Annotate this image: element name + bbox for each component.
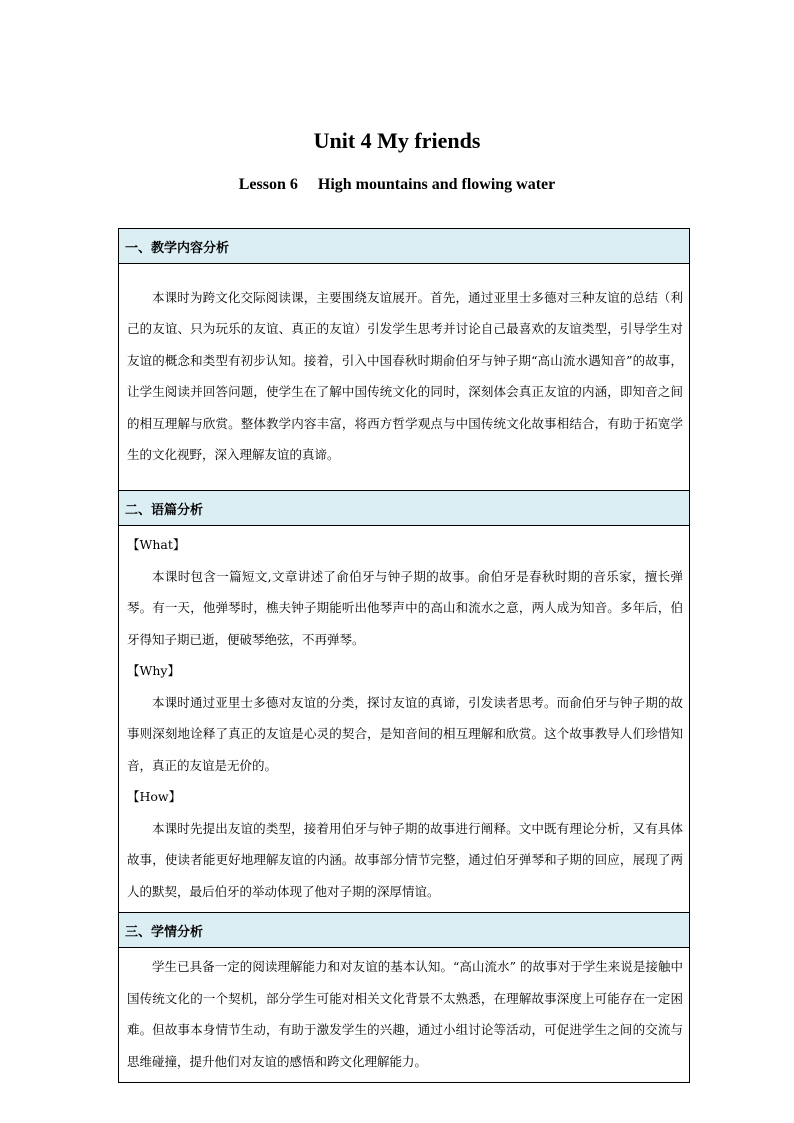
why-paragraph: 本课时通过亚里士多德对友谊的分类，探讨友谊的真谛，引发读者思考。而俞伯牙与钟子期的故事则深刻地诠释了真正的友谊是心灵的契合，是知音间的相互理解和欣赏。这个故事教导人们珍惜知音，真正的友谊是无价的。 — [127, 694, 683, 773]
content-analysis-paragraph: 本课时为跨文化交际阅读课，主要围绕友谊展开。首先，通过亚里士多德对三种友谊的总结（利己的友谊、只为玩乐的友谊、真正的友谊）引发学生思考并讨论自己最喜欢的友谊类型，引导学生对友谊的概念和类型有初步认知。接着，引入中国春秋时期俞伯牙与钟子期“高山流水遇知音”的故事，让学生阅读并回答问题，使学生在了解中国传统文化的同时，深刻体会真正友谊的内涵，即知音之间的相互理解与欣赏。整体教学内容丰富，将西方哲学观点与中国传统文化故事相结合，有助于拓宽学生的文化视野，深入理解友谊的真谛。 — [127, 289, 683, 462]
section-header-row — [119, 229, 690, 264]
lesson-number: Lesson 6 — [238, 176, 298, 193]
learner-analysis-body — [119, 948, 690, 1083]
section-heading-content-analysis: 一、教学内容分析 — [119, 229, 690, 264]
section-heading-text-analysis: 二、语篇分析 — [119, 491, 690, 526]
what-paragraph: 本课时包含一篇短文,文章讲述了俞伯牙与钟子期的故事。俞伯牙是春秋时期的音乐家，擅长弹琴。有一天，他弹琴时，樵夫钟子期能听出他琴声中的高山和流水之意，两人成为知音。多年后，伯牙得知子期已逝，便破琴绝弦，不再弹琴。 — [127, 568, 683, 647]
content-analysis-body — [119, 264, 690, 491]
how-label: 【How】 — [127, 789, 182, 804]
lesson-title: High mountains and flowing water — [317, 176, 556, 193]
section-header-row — [119, 491, 690, 526]
lesson-plan-table — [118, 228, 690, 1083]
section-header-row — [119, 913, 690, 948]
what-label: 【What】 — [127, 537, 186, 552]
section-body-row — [119, 264, 690, 491]
document-title: Unit 4 My friends — [313, 128, 481, 153]
section-body-row — [119, 526, 690, 913]
section-body-row — [119, 948, 690, 1083]
lesson-subtitle — [0, 176, 794, 194]
learner-analysis-paragraph: 学生已具备一定的阅读理解能力和对友谊的基本认知。“高山流水” 的故事对于学生来说是接触中国传统文化的一个契机，部分学生可能对相关文化背景不太熟悉，在理解故事深度上可能存在一定困难。但故事本身情节生动，有助于激发学生的兴趣，通过小组讨论等活动，可促进学生之间的交流与思维碰撞，提升他们对友谊的感悟和跨文化理解能力。 — [127, 959, 683, 1069]
text-analysis-body — [119, 526, 690, 913]
why-label: 【Why】 — [127, 663, 180, 678]
section-heading-learner-analysis: 三、学情分析 — [119, 913, 690, 948]
how-paragraph: 本课时先提出友谊的类型，接着用伯牙与钟子期的故事进行阐释。文中既有理论分析，又有具体故事，使读者能更好地理解友谊的内涵。故事部分情节完整，通过伯牙弹琴和子期的回应，展现了两人的默契，最后伯牙的举动体现了他对子期的深厚情谊。 — [127, 820, 683, 899]
